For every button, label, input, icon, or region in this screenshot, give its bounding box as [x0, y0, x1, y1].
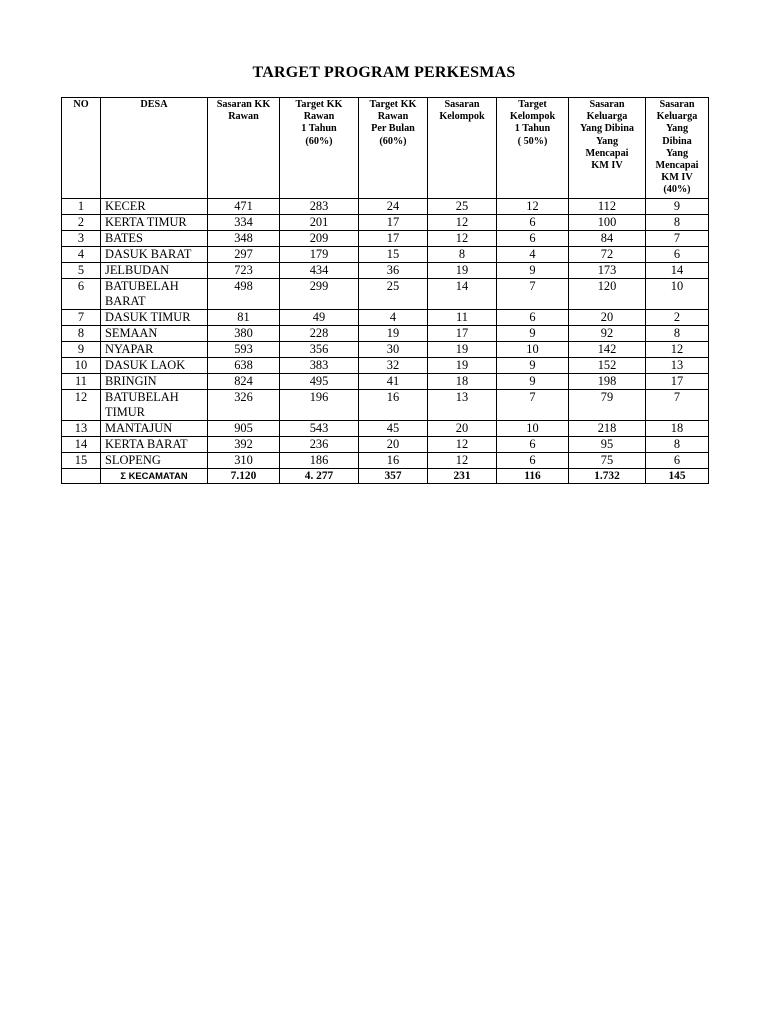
value-cell: 723	[208, 263, 280, 279]
value-cell: 112	[569, 199, 646, 215]
village-name-line: JELBUDAN	[105, 263, 170, 277]
header-line: Kelompok	[439, 111, 485, 123]
village-name-line: BATUBELAH	[105, 390, 179, 404]
village-name	[101, 390, 208, 421]
value-cell: 8	[646, 437, 709, 453]
perkesmas-target-table	[61, 97, 709, 484]
village-name-line: BARAT	[105, 294, 146, 308]
value-cell: 79	[569, 390, 646, 421]
total-no-cell	[62, 469, 101, 484]
value-cell: 2	[646, 310, 709, 326]
row-number: 13	[62, 421, 101, 437]
value-cell: 15	[359, 247, 428, 263]
village-name-line: DASUK LAOK	[105, 358, 186, 372]
value-cell: 4	[497, 247, 569, 263]
value-cell: 32	[359, 358, 428, 374]
value-cell: 356	[280, 342, 359, 358]
value-cell: 14	[646, 263, 709, 279]
header-sasaran-keluarga-km-iv	[569, 98, 646, 199]
header-line: (40%)	[663, 184, 691, 196]
value-cell: 25	[359, 279, 428, 310]
header-line: Kelompok	[509, 111, 556, 123]
value-cell: 100	[569, 215, 646, 231]
total-value-cell: 7.120	[208, 469, 280, 484]
value-cell: 12	[428, 437, 497, 453]
value-cell: 7	[497, 279, 569, 310]
value-cell: 36	[359, 263, 428, 279]
row-number: 6	[62, 279, 101, 310]
value-cell: 16	[359, 390, 428, 421]
value-cell: 20	[428, 421, 497, 437]
total-value-cell: 357	[359, 469, 428, 484]
value-cell: 142	[569, 342, 646, 358]
header-line: Yang Dibina	[579, 123, 635, 135]
table-row	[62, 374, 709, 390]
value-cell: 9	[646, 199, 709, 215]
value-cell: 16	[359, 453, 428, 469]
village-name-line: SEMAAN	[105, 326, 158, 340]
value-cell: 95	[569, 437, 646, 453]
table-header-row	[62, 98, 709, 199]
village-name-line: MANTAJUN	[105, 421, 173, 435]
value-cell: 905	[208, 421, 280, 437]
table-row	[62, 263, 709, 279]
total-value-cell: 231	[428, 469, 497, 484]
value-cell: 9	[497, 326, 569, 342]
header-target-kk-rawan-tahun	[280, 98, 359, 199]
row-number: 3	[62, 231, 101, 247]
value-cell: 13	[428, 390, 497, 421]
header-sasaran-keluarga-km-iv-40	[646, 98, 709, 199]
row-number: 5	[62, 263, 101, 279]
header-sasaran-kk-rawan	[208, 98, 280, 199]
value-cell: 45	[359, 421, 428, 437]
header-line: 1 Tahun	[514, 123, 551, 135]
value-cell: 11	[428, 310, 497, 326]
value-cell: 9	[497, 358, 569, 374]
village-name	[101, 437, 208, 453]
value-cell: 19	[428, 358, 497, 374]
value-cell: 19	[428, 342, 497, 358]
value-cell: 6	[497, 310, 569, 326]
row-number: 9	[62, 342, 101, 358]
header-target-kk-rawan-bulan	[359, 98, 428, 199]
value-cell: 81	[208, 310, 280, 326]
value-cell: 297	[208, 247, 280, 263]
village-name	[101, 453, 208, 469]
village-name-line: SLOPENG	[105, 453, 161, 467]
value-cell: 84	[569, 231, 646, 247]
value-cell: 6	[497, 215, 569, 231]
table-row	[62, 453, 709, 469]
header-line: Sasaran KK	[216, 99, 271, 110]
value-cell: 201	[280, 215, 359, 231]
value-cell: 7	[646, 231, 709, 247]
value-cell: 10	[497, 421, 569, 437]
row-number: 14	[62, 437, 101, 453]
value-cell: 310	[208, 453, 280, 469]
row-number: 2	[62, 215, 101, 231]
header-line: Rawan	[228, 111, 259, 123]
value-cell: 9	[497, 374, 569, 390]
value-cell: 186	[280, 453, 359, 469]
value-cell: 495	[280, 374, 359, 390]
value-cell: 12	[428, 215, 497, 231]
header-line: Dibina	[662, 135, 692, 147]
total-value-cell: 145	[646, 469, 709, 484]
village-name	[101, 231, 208, 247]
table-row	[62, 421, 709, 437]
value-cell: 326	[208, 390, 280, 421]
header-line: Per Bulan	[371, 123, 415, 135]
value-cell: 824	[208, 374, 280, 390]
village-name-line: DASUK BARAT	[105, 247, 192, 261]
header-line: DESA	[140, 99, 168, 110]
header-no	[62, 98, 101, 199]
value-cell: 17	[359, 215, 428, 231]
header-line: Target	[518, 99, 547, 110]
value-cell: 17	[646, 374, 709, 390]
value-cell: 12	[428, 453, 497, 469]
value-cell: 30	[359, 342, 428, 358]
village-name	[101, 199, 208, 215]
row-number: 1	[62, 199, 101, 215]
row-number: 11	[62, 374, 101, 390]
header-line: NO	[73, 99, 89, 110]
village-name-line: TIMUR	[105, 405, 145, 419]
village-name-line: KECER	[105, 199, 146, 213]
value-cell: 392	[208, 437, 280, 453]
village-name-line: BRINGIN	[105, 374, 157, 388]
value-cell: 638	[208, 358, 280, 374]
value-cell: 12	[646, 342, 709, 358]
header-line: KM IV	[591, 160, 623, 172]
village-name	[101, 279, 208, 310]
value-cell: 20	[569, 310, 646, 326]
table-row	[62, 215, 709, 231]
value-cell: 543	[280, 421, 359, 437]
value-cell: 19	[428, 263, 497, 279]
value-cell: 471	[208, 199, 280, 215]
value-cell: 152	[569, 358, 646, 374]
total-row	[62, 469, 709, 484]
header-line: Yang	[665, 147, 689, 159]
header-line: Rawan	[377, 111, 409, 123]
page-title: TARGET PROGRAM PERKESMAS	[252, 64, 516, 81]
value-cell: 4	[359, 310, 428, 326]
village-name-line: BATES	[105, 231, 143, 245]
total-value-cell: 1.732	[569, 469, 646, 484]
table-row	[62, 437, 709, 453]
value-cell: 25	[428, 199, 497, 215]
header-line: Sasaran	[659, 99, 695, 110]
header-line: Sasaran	[444, 99, 480, 110]
value-cell: 236	[280, 437, 359, 453]
table-row	[62, 310, 709, 326]
header-line: ( 50%)	[517, 135, 548, 147]
village-name-line: BATUBELAH	[105, 279, 179, 293]
village-name-line: KERTA BARAT	[105, 437, 188, 451]
village-name	[101, 358, 208, 374]
table-row	[62, 247, 709, 263]
village-name	[101, 421, 208, 437]
value-cell: 6	[646, 247, 709, 263]
value-cell: 6	[497, 453, 569, 469]
value-cell: 228	[280, 326, 359, 342]
table-row	[62, 199, 709, 215]
value-cell: 18	[428, 374, 497, 390]
value-cell: 75	[569, 453, 646, 469]
value-cell: 72	[569, 247, 646, 263]
value-cell: 20	[359, 437, 428, 453]
value-cell: 10	[646, 279, 709, 310]
value-cell: 13	[646, 358, 709, 374]
value-cell: 9	[497, 263, 569, 279]
village-name	[101, 247, 208, 263]
value-cell: 17	[428, 326, 497, 342]
row-number: 8	[62, 326, 101, 342]
value-cell: 6	[497, 437, 569, 453]
table-row	[62, 326, 709, 342]
row-number: 7	[62, 310, 101, 326]
header-desa	[101, 98, 208, 199]
header-line: (60%)	[379, 135, 407, 147]
value-cell: 334	[208, 215, 280, 231]
value-cell: 218	[569, 421, 646, 437]
value-cell: 198	[569, 374, 646, 390]
value-cell: 12	[428, 231, 497, 247]
header-line: Keluarga	[586, 111, 628, 123]
value-cell: 299	[280, 279, 359, 310]
value-cell: 41	[359, 374, 428, 390]
value-cell: 8	[646, 326, 709, 342]
total-label: Σ KECAMATAN	[101, 469, 208, 484]
value-cell: 12	[497, 199, 569, 215]
value-cell: 17	[359, 231, 428, 247]
value-cell: 19	[359, 326, 428, 342]
value-cell: 8	[428, 247, 497, 263]
value-cell: 7	[497, 390, 569, 421]
table-row	[62, 358, 709, 374]
value-cell: 196	[280, 390, 359, 421]
value-cell: 120	[569, 279, 646, 310]
header-target-kelompok	[497, 98, 569, 199]
header-line: Sasaran	[589, 99, 625, 110]
village-name-line: KERTA TIMUR	[105, 215, 187, 229]
table-row	[62, 390, 709, 421]
header-line: 1 Tahun	[301, 123, 337, 135]
total-value-cell: 116	[497, 469, 569, 484]
value-cell: 6	[497, 231, 569, 247]
header-line: Target KK	[369, 99, 417, 110]
value-cell: 498	[208, 279, 280, 310]
value-cell: 24	[359, 199, 428, 215]
value-cell: 10	[497, 342, 569, 358]
value-cell: 383	[280, 358, 359, 374]
header-line: Yang	[665, 123, 689, 135]
header-sasaran-kelompok	[428, 98, 497, 199]
table-row	[62, 231, 709, 247]
header-line: Target KK	[295, 99, 343, 110]
village-name	[101, 374, 208, 390]
value-cell: 380	[208, 326, 280, 342]
header-line: Keluarga	[656, 111, 698, 123]
value-cell: 7	[646, 390, 709, 421]
header-line: KM IV	[661, 172, 693, 184]
value-cell: 348	[208, 231, 280, 247]
value-cell: 18	[646, 421, 709, 437]
value-cell: 209	[280, 231, 359, 247]
village-name	[101, 310, 208, 326]
table-row	[62, 279, 709, 310]
value-cell: 179	[280, 247, 359, 263]
village-name	[101, 326, 208, 342]
value-cell: 173	[569, 263, 646, 279]
village-name	[101, 263, 208, 279]
value-cell: 593	[208, 342, 280, 358]
header-line: (60%)	[305, 135, 333, 147]
value-cell: 283	[280, 199, 359, 215]
value-cell: 14	[428, 279, 497, 310]
header-line: Mencapai	[585, 147, 629, 159]
value-cell: 92	[569, 326, 646, 342]
village-name	[101, 215, 208, 231]
value-cell: 6	[646, 453, 709, 469]
table-row	[62, 342, 709, 358]
village-name-line: NYAPAR	[105, 342, 154, 356]
header-line: Mencapai	[655, 160, 699, 172]
value-cell: 434	[280, 263, 359, 279]
row-number: 4	[62, 247, 101, 263]
value-cell: 49	[280, 310, 359, 326]
row-number: 15	[62, 453, 101, 469]
village-name-line: DASUK TIMUR	[105, 310, 191, 324]
row-number: 10	[62, 358, 101, 374]
header-line: Yang	[595, 135, 619, 147]
header-line: Rawan	[303, 111, 335, 123]
village-name	[101, 342, 208, 358]
total-value-cell: 4. 277	[280, 469, 359, 484]
value-cell: 8	[646, 215, 709, 231]
row-number: 12	[62, 390, 101, 421]
